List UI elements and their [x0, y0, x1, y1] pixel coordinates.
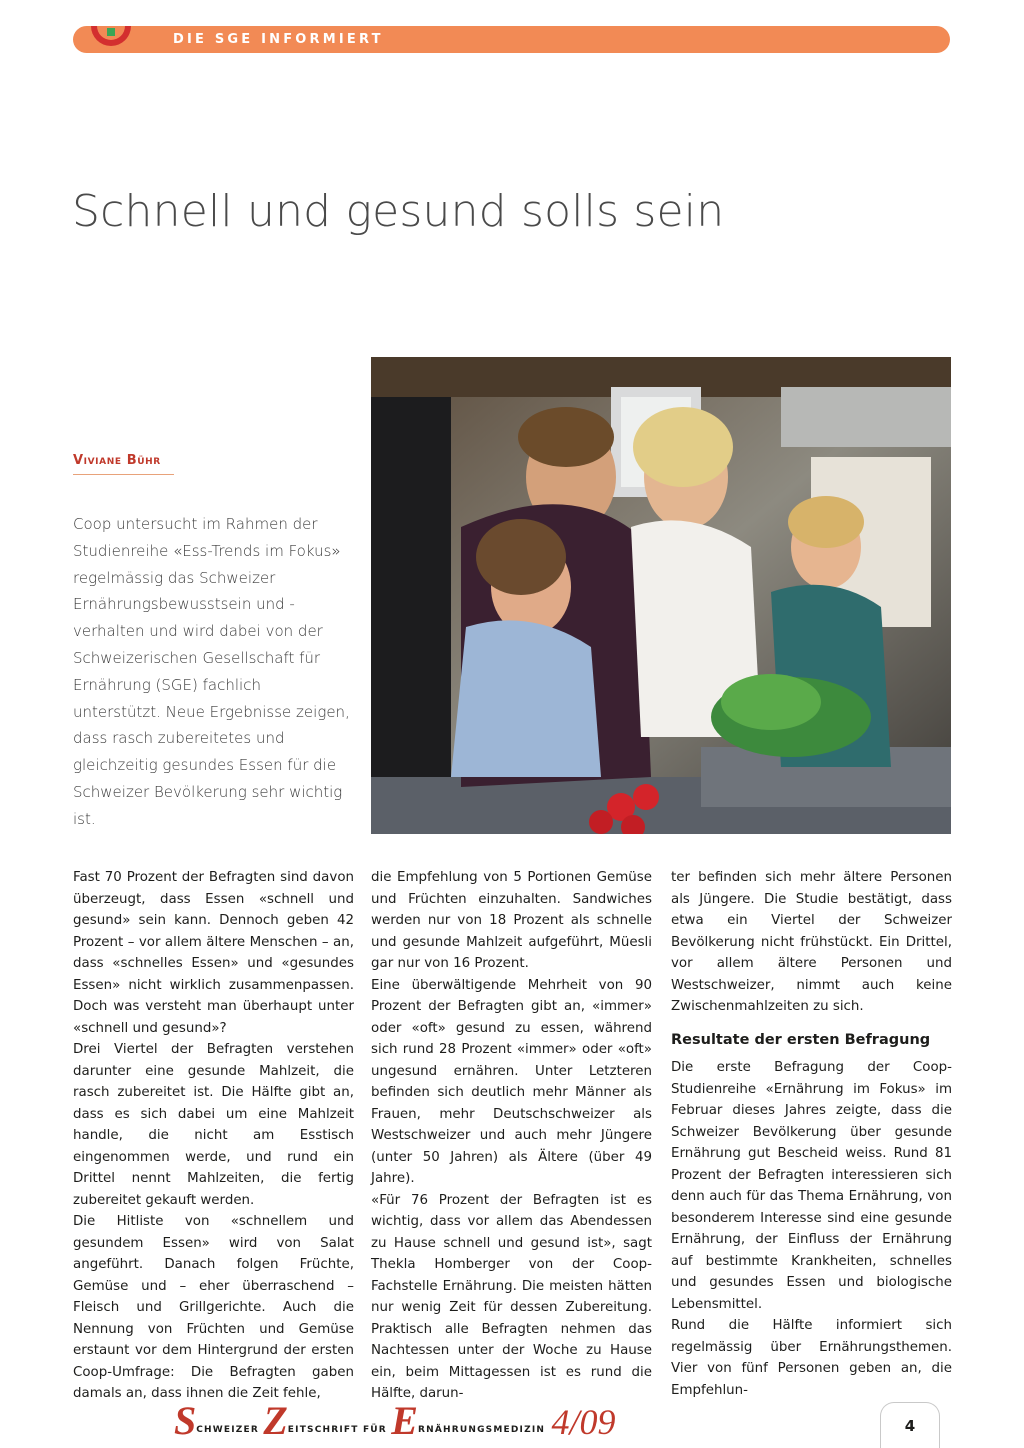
journal-name — [174, 1397, 616, 1443]
paragraph: Fast 70 Prozent der Befragten sind davon überzeugt, dass Essen «schnell und gesund» sein kann. Dennoch geben 42 Prozent – vor allem ältere Menschen – an, dass «schnelles Essen» und «gesundes Essen» nicht wirklich zusammenpassen. Doch was versteht man überhaupt unter «schnell und gesund»? — [73, 870, 354, 1036]
paragraph: Die erste Befragung der Coop-Studienreihe «Ernährung im Fokus» im Februar dieses Jahres zeigte, dass die Schweizer Bevölkerung über gesunde Ernährung gut Bescheid weiss. Rund 81 Prozent der Befragten interessieren sich denn auch für das Thema Ernährung, von besonderem Interesse sind eine gesunde Ernährung, der Einfluss der Ernährung auf bestimmte Krankheiten, schnelles und gesundes Essen und biologische Lebensmittel. — [671, 1060, 952, 1312]
journal-word: CHWEIZER — [196, 1425, 264, 1435]
paragraph: Die Hitliste von «schnellem und gesundem Essen» wird von Salat angeführt. Danach folgen Früchte, Gemüse und – eher überraschend – Fleisch und Grillgerichte. Auch die Nennung von Früchten und Gemüse erstaunt vor dem Hintergrund der ersten Coop-Umfrage: Die Befragten gaben damals an, dass ihnen die Zeit fehle, — [73, 1214, 354, 1401]
journal-issue: 4/09 — [551, 1402, 616, 1442]
paragraph: die Empfehlung von 5 Portionen Gemüse und Früchten einzuhalten. Sandwiches werden nur von 18 Prozent als schnelle und gesunde Mahlzeit aufgeführt, Müesli gar nur von 16 Prozent. — [371, 870, 652, 971]
paragraph: «Für 76 Prozent der Befragten ist es wichtig, dass vor allem das Abendessen zu Hause schnell und gesund ist», sagt Thekla Homberger von der Coop-Fachstelle Ernährung. Die meisten hätten nur wenig Zeit für dessen Zubereitung. Praktisch alle Befragten nehmen das Nachtessen unter der Woche zu Hause ein, beim Mittagessen ist es rund die Hälfte, darun- — [371, 1192, 652, 1401]
journal-letter-s: S — [174, 1398, 197, 1443]
family-kitchen-photo — [371, 357, 951, 834]
paragraph: Rund die Hälfte informiert sich regelmässig über Ernährungsthemen. Vier von fünf Personen geben an, die Empfehlun- — [671, 1318, 952, 1398]
body-column-2 — [371, 867, 652, 1405]
body-column-3 — [671, 867, 952, 1401]
paragraph: ter befinden sich mehr ältere Personen als Jüngere. Die Studie bestätigt, dass etwa ein Viertel der Schweizer Bevölkerung nicht frühstückt. Ein Drittel, vor allem ältere Personen und Westschweizer, nimmt auch keine Zwischenmahlzeiten zu sich. — [671, 870, 952, 1014]
article-title: Schnell und gesund solls sein — [72, 186, 725, 237]
journal-letter-e: E — [391, 1398, 418, 1443]
journal-word: RNÄHRUNGSMEDIZIN — [417, 1425, 550, 1435]
section-header-band — [73, 26, 950, 53]
page-number-box — [880, 1402, 940, 1448]
body-column-1 — [73, 867, 354, 1405]
article-author: Viviane Bühr — [73, 453, 174, 475]
section-label: DIE SGE INFORMIERT — [173, 32, 384, 47]
page-number: 4 — [904, 1417, 916, 1435]
article-lead: Coop untersucht im Rahmen der Studienreihe «Ess-Trends im Fokus» regelmässig das Schweizer Ernährungsbewusstsein und -verhalten und wird dabei von der Schweizerischen Gesellschaft für Ernährung (SGE) fachlich unterstützt. Neue Ergebnisse zeigen, dass rasch zubereitetes und gleichzeitig gesundes Essen für die Schweizer Bevölkerung sehr wichtig ist. — [73, 515, 350, 828]
paragraph: Eine überwältigende Mehrheit von 90 Prozent der Befragten gibt an, «immer» oder «oft» gesund zu essen, während sich rund 28 Prozent «immer» oder «oft» ungesund ernähren. Unter Letzteren befinden sich deutlich mehr Männer als Frauen, mehr Deutschschweizer als Westschweizer und auch mehr Jüngere (unter 50 Jahren) als Ältere (über 49 Jahre). — [371, 977, 652, 1186]
sge-logo-icon — [85, 26, 137, 48]
journal-word: EITSCHRIFT FÜR — [287, 1425, 392, 1435]
paragraph: Drei Viertel der Befragten verstehen darunter eine gesunde Mahlzeit, die rasch zubereitet ist. Die Hälfte gibt an, dass es sich dabei um eine Mahlzeit handle, die nicht am Esstisch eingenommen werde, und rund ein Drittel nennt Mahlzeiten, die fertig zubereitet gekauft werden. — [73, 1042, 354, 1208]
journal-letter-z: Z — [263, 1398, 288, 1443]
section-heading: Resultate der ersten Befragung — [671, 1031, 931, 1048]
